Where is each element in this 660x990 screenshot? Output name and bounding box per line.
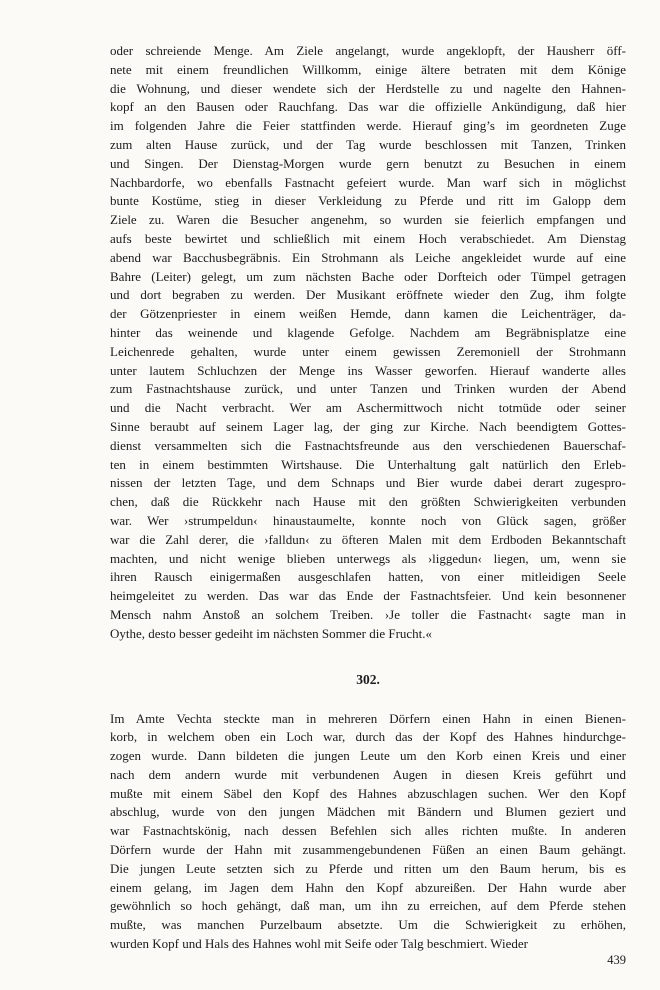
- text-line: abschlug, wurde von den jungen Mädchen mit Bändern und Blumen geziert und: [110, 804, 626, 820]
- text-line: nete mit einem freundlichen Willkomm, einige ältere betraten mit dem Könige: [110, 61, 626, 77]
- text-line: Bahre (Leiter) gelegt, um zum nächsten Bache oder Dorfteich oder Tümpel getragen: [110, 268, 626, 284]
- text-line: chen, daß die Rückkehr nach Hause mit den größten Schwierigkeiten verbunden: [110, 494, 626, 510]
- text-line: Im Amte Vechta steckte man in mehreren Dörfern einen Hahn in einen Bienen-: [110, 710, 626, 726]
- text-line: der Götzenpriester in einem weißen Hemde, dann kamen die Leichenträger, da-: [110, 306, 626, 322]
- text-line: oder schreiende Menge. Am Ziele angelangt, wurde angeklopft, der Hausherr öff-: [110, 43, 626, 58]
- text-line: Nachbardorfe, wo ebenfalls Fastnacht gefeiert wurde. Man warf sich in möglichst: [110, 174, 626, 190]
- text-line: und die Nacht verbracht. Wer am Aschermittwoch nicht totmüde oder seiner: [110, 400, 626, 416]
- text-line: Ziele zu. Waren die Besucher angenehm, so wurden sie feierlich empfangen und: [110, 212, 626, 228]
- text-line: wurden Kopf und Hals des Hahnes wohl mit Seife oder Talg beschmiert. Wieder: [110, 936, 528, 952]
- text-line: nissen der letzten Tage, und dem Schnaps und Bier wurde dabei derart zugespro-: [110, 475, 626, 491]
- text-line: war. Wer ›strumpeldun‹ hinaustaumelte, konnte noch von Glück sagen, größer: [110, 512, 626, 528]
- text-line: Die jungen Leute setzten sich zu Pferde und ritten um den Baum herum, bis es: [110, 860, 626, 876]
- paragraph-fastnacht-celebration: [110, 42, 626, 644]
- text-line: bunte Kostüme, stieg in dieser Verkleidung zu Pferde und ritt im Galopp dem: [110, 193, 626, 209]
- text-line: einem gelang, im Jagen dem Hahn den Kopf abzureißen. Der Hahn wurde aber: [110, 879, 626, 895]
- text-line: und dort begraben zu werden. Der Musikant eröffnete wieder den Zug, ihm folgte: [110, 287, 626, 303]
- text-line: die Wohnung, und dieser wendete sich der Herdstelle zu und nagelte den Hahnen-: [110, 80, 626, 96]
- text-line: machten, und nicht wenige blieben unterwegs als ›liggedun‹ liegen, um, wenn sie: [110, 550, 626, 566]
- text-line: dienst versammelten sich die Fastnachtsfreunde aus den verschiedenen Bauerschaf-: [110, 437, 626, 453]
- paragraph-hahn-custom: [110, 710, 626, 954]
- text-line: nach dem andern wurde mit verbundenen Augen in diesen Kreis geführt und: [110, 766, 626, 782]
- text-line: Oythe, desto besser gedeiht im nächsten Sommer die Frucht.«: [110, 625, 433, 641]
- text-line: ihren Rausch einigermaßen ausgeschlafen hatten, von einer mitleidigen Seele: [110, 569, 626, 585]
- section-number-heading: 302.: [356, 671, 380, 687]
- text-line: im folgenden Jahre die Feier stattfinden werde. Hierauf ging’s im geordneten Zuge: [110, 118, 626, 134]
- text-line: gewöhnlich so hoch gehängt, daß man, um ihn zu erreichen, auf dem Pferde stehen: [110, 898, 626, 914]
- page-number: 439: [607, 953, 626, 967]
- text-line: aufs beste bewirtet und schließlich mit einem Hoch verabschiedet. Am Dienstag: [110, 230, 626, 246]
- text-line: korb, in welchem oben ein Loch war, durch das der Kopf des Hahnes hindurchge-: [110, 729, 626, 745]
- text-line: zum alten Hause zurück, und der Tag wurde beschlossen mit Tanzen, Trinken: [110, 136, 626, 152]
- text-line: ten in einem bestimmten Wirtshause. Die Unterhaltung galt natürlich den Erleb-: [110, 456, 626, 472]
- text-line: zogen wurde. Dann bildeten die jungen Leute um den Korb einen Kreis und einer: [110, 748, 626, 764]
- text-line: Leichenrede gehalten, wurde unter einem gewissen Zeremoniell der Strohmann: [110, 343, 626, 359]
- text-line: Dörfern wurde der Hahn mit zusammengebundenen Füßen an einen Baum gehängt.: [110, 842, 626, 858]
- text-line: kopf an den Bausen oder Rauchfang. Das war die offizielle Ankündigung, daß hier: [110, 99, 626, 115]
- text-line: zum Fastnachtshause zurück, und unter Tanzen und Trinken wurden der Abend: [110, 381, 626, 397]
- text-line: war Fastnachtskönig, nach dessen Befehlen sich alles richten mußte. In anderen: [110, 823, 626, 839]
- text-line: mußte, was manchen Purzelbaum absetzte. Um die Schwierigkeit zu erhöhen,: [110, 917, 626, 933]
- text-line: mußte mit einem Säbel den Kopf des Hahnes abzuschlagen suchen. Wer den Kopf: [110, 785, 626, 801]
- text-line: heimgeleitet zu werden. Das war das Ende der Fastnachtsfeier. Und kein besonnener: [110, 588, 626, 604]
- text-line: hinter das weinende und klagende Gefolge. Nachdem am Begräbnisplatze eine: [110, 324, 626, 340]
- page-text-block: [110, 42, 626, 954]
- text-line: abend war Bacchusbegräbnis. Ein Strohmann als Leiche angekleidet wurde auf eine: [110, 249, 626, 265]
- text-line: Sinne beraubt auf seinem Lager lag, der ging zur Kirche. Nach beendigtem Gottes-: [110, 418, 626, 434]
- text-line: Mensch nahm Anstoß an solchem Treiben. ›Je toller die Fastnacht‹ sagte man in: [110, 606, 626, 622]
- text-line: und Singen. Der Dienstag-Morgen wurde gern benutzt zu Besuchen in einem: [110, 155, 626, 171]
- text-line: unter lautem Schluchzen der Menge ins Wasser geworfen. Hierauf wanderte alles: [110, 362, 626, 378]
- text-line: war die Zahl derer, die ›falldun‹ zu öfteren Malen mit dem Erdboden Bekanntschaft: [110, 531, 626, 547]
